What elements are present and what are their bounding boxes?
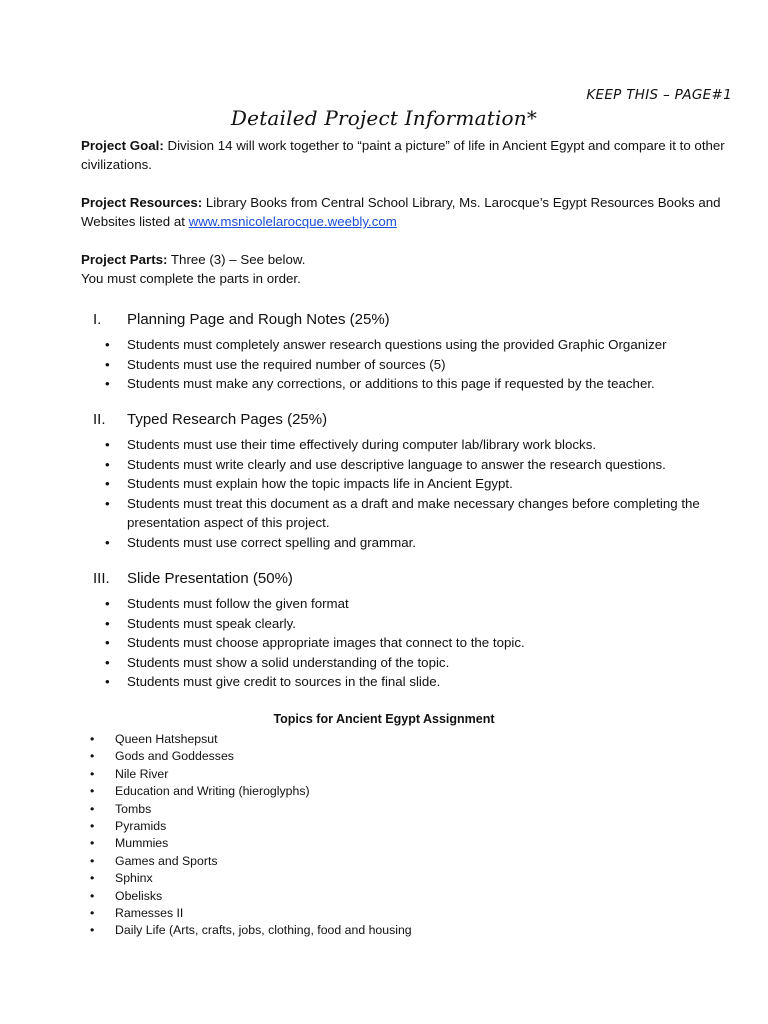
website-link[interactable]: www.msnicolelarocque.weebly.com [188, 214, 397, 229]
section-heading [81, 570, 741, 594]
bullet-icon: • [105, 615, 110, 631]
topic-item: • Pyramids [90, 818, 690, 835]
section-planning [81, 311, 741, 394]
section-title: Slide Presentation (50%) [127, 570, 293, 587]
project-goal-text: Division 14 will work together to “paint a picture” of life in Ancient Egypt and compare it to other civilizations. [81, 138, 725, 172]
section-numeral: II. [93, 411, 106, 428]
section-slide-presentation [81, 570, 741, 692]
project-parts-order-note: You must complete the parts in order. [81, 271, 301, 286]
list-item: • Students must completely answer research questions using the provided Graphic Organizer [81, 335, 741, 355]
bullet-icon: • [105, 495, 110, 511]
bullet-icon: • [105, 456, 110, 472]
topic-item: • Tombs [90, 801, 690, 818]
bullet-icon: • [105, 635, 110, 650]
section-typed-research [81, 411, 741, 552]
list-item: • Students must choose appropriate images that connect to the topic. [81, 633, 741, 653]
bullet-icon: • [105, 674, 110, 689]
topic-item: • Games and Sports [90, 853, 690, 870]
bullet-icon: • [90, 801, 95, 816]
section-title: Planning Page and Rough Notes (25%) [127, 311, 390, 328]
keep-this-label: KEEP THIS – PAGE#1 [586, 87, 732, 103]
topic-item: • Mummies [90, 835, 690, 852]
topics-heading: Topics for Ancient Egypt Assignment [273, 712, 495, 726]
bullet-icon: • [90, 871, 95, 886]
bullet-icon: • [105, 534, 110, 550]
list-item: • Students must explain how the topic impacts life in Ancient Egypt. [81, 474, 741, 494]
bullet-icon: • [90, 766, 95, 781]
bullet-icon: • [90, 732, 95, 746]
section-heading [81, 411, 741, 435]
topic-item: • Sphinx [90, 870, 690, 887]
list-item: • Students must treat this document as a draft and make necessary changes before completing the presentation aspect of this project. [105, 495, 700, 530]
bullet-icon: • [90, 749, 95, 764]
topic-item: • Gods and Goddesses [90, 748, 690, 765]
bullet-icon: • [90, 906, 95, 921]
bullet-icon: • [105, 476, 110, 491]
topic-item: • Daily Life (Arts, crafts, jobs, clothing, food and housing [90, 922, 690, 939]
section-bullet-list [81, 335, 741, 394]
bullet-icon: • [105, 376, 110, 391]
list-item: • Students must use their time effectively during computer lab/library work blocks. [81, 435, 741, 455]
project-goal [81, 136, 741, 174]
bullet-icon: • [90, 819, 95, 834]
section-bullet-list [81, 435, 741, 552]
list-item: • Students must use correct spelling and grammar. [81, 533, 741, 553]
section-bullet-list [81, 594, 741, 692]
document-title: Detailed Project Information* [230, 106, 538, 130]
bullet-icon: • [105, 356, 110, 372]
project-resources-label: Project Resources: [81, 195, 203, 210]
bullet-icon: • [105, 654, 110, 670]
section-numeral: III. [93, 570, 110, 587]
topic-item: • Nile River [90, 766, 690, 783]
list-item: • Students must follow the given format [81, 594, 741, 614]
bullet-icon: • [90, 784, 95, 799]
section-title: Typed Research Pages (25%) [127, 411, 328, 428]
bullet-icon: • [90, 836, 95, 851]
project-parts [81, 250, 741, 288]
project-resources [81, 193, 741, 231]
section-numeral: I. [93, 311, 102, 328]
project-goal-label: Project Goal: [81, 138, 164, 153]
bullet-icon: • [105, 437, 110, 452]
bullet-icon: • [90, 888, 95, 903]
list-item: • Students must speak clearly. [81, 614, 741, 634]
topic-item: • Obelisks [90, 888, 690, 905]
project-parts-label: Project Parts: [81, 252, 168, 267]
bullet-icon: • [90, 853, 95, 868]
list-item: • Students must use the required number of sources (5) [81, 355, 741, 375]
bullet-icon: • [105, 337, 110, 352]
project-resources-text: Library Books from Central School Library, Ms. Larocque’s Egypt Resources Books and Websites listed at [81, 195, 721, 229]
section-heading [81, 311, 741, 335]
list-item: • Students must make any corrections, or additions to this page if requested by the teacher. [81, 374, 741, 394]
topic-item: • Queen Hatshepsut [90, 731, 690, 748]
project-parts-text: Three (3) – See below. [167, 252, 306, 267]
topic-item: • Education and Writing (hieroglyphs) [90, 783, 690, 800]
list-item: • Students must write clearly and use descriptive language to answer the research questions. [81, 455, 741, 475]
list-item: • Students must give credit to sources in the final slide. [81, 672, 741, 692]
list-item: • Students must show a solid understanding of the topic. [81, 653, 741, 673]
bullet-icon: • [105, 596, 110, 611]
topics-list [90, 731, 690, 940]
topic-item: • Ramesses II [90, 905, 690, 922]
bullet-icon: • [90, 923, 95, 938]
